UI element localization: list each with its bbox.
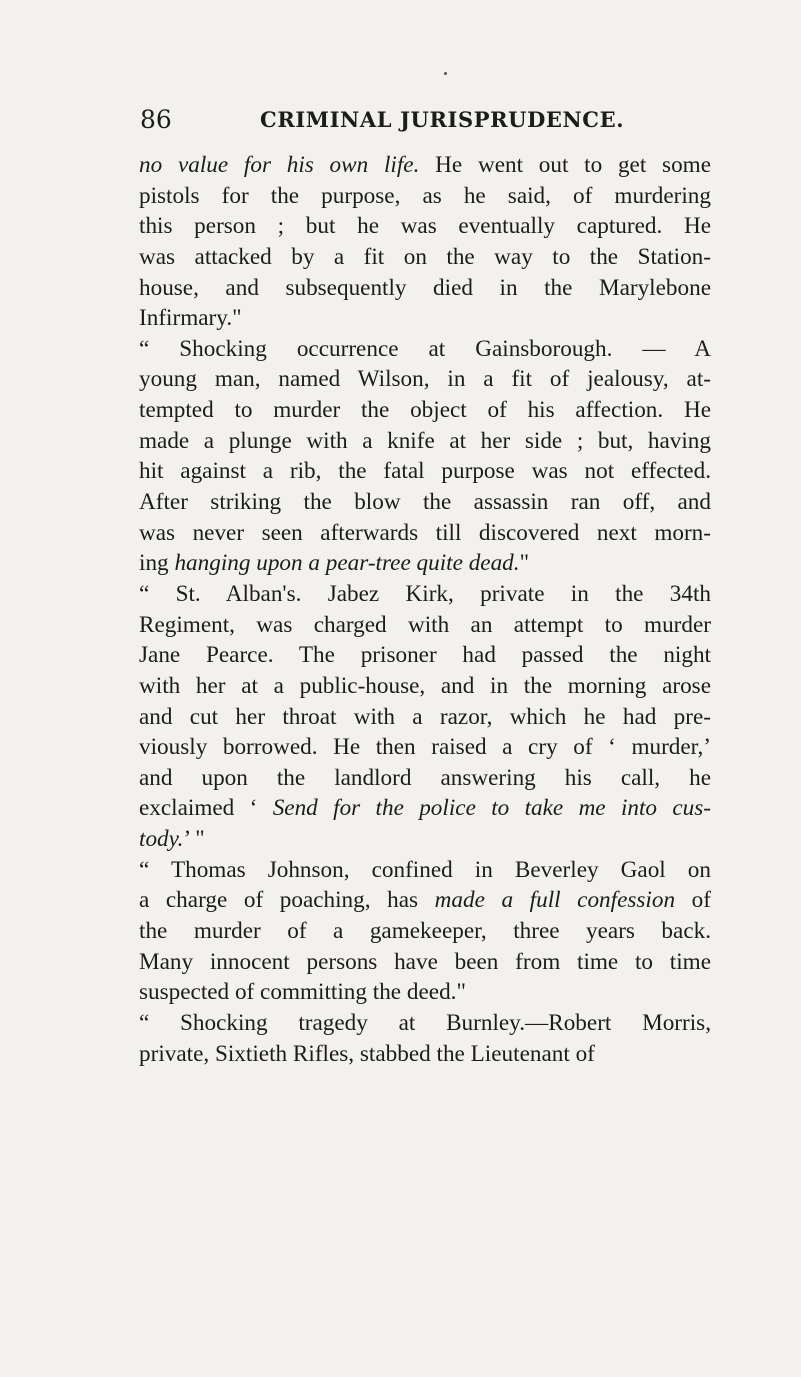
italic-text: no value for his own life. [139,152,420,178]
text-run: After striking the blow the assassin ran off, and [139,489,711,516]
text-line [139,395,711,426]
text-line [139,671,711,702]
text-run: viously borrowed. He then raised a cry of ‘ murder,’ [139,734,711,761]
text-run: Jane Pearce. The prisoner had passed the night [139,642,711,669]
text-line [139,150,711,181]
text-line [139,426,711,457]
text-line [139,518,711,549]
text-run: He went out to get some [419,152,711,178]
text-run: Many innocent persons have been from time to time [139,948,711,975]
text-run: " [519,550,530,577]
text-line [139,548,711,579]
page-number: 86 [140,105,172,134]
text-run: of [675,887,711,914]
text-line [139,916,711,947]
text-line [139,702,711,733]
text-line [139,211,711,242]
text-line [139,947,711,978]
text-line [139,181,711,212]
text-run: exclaimed ‘ [139,795,273,822]
text-line [139,977,711,1008]
text-line [139,1039,711,1070]
italic-text: Send for the police to take me into cus- [272,795,712,822]
text-run: “ Thomas Johnson, confined in Beverley Gaol on [139,856,711,883]
text-run: and upon the landlord answering his call, he [139,764,711,791]
text-run: and cut her throat with a razor, which he had pre- [139,703,711,730]
text-line [139,334,711,365]
text-run: pistols for the purpose, as he said, of murdering [139,182,711,209]
text-line [139,242,711,273]
text-run: “ Shocking occurrence at Gainsborough. — A [139,335,711,362]
text-line [139,1008,711,1039]
text-run: this person ; but he was eventually captured. He [139,213,711,240]
text-line [139,610,711,641]
text-run: young man, named Wilson, in a fit of jealousy, at- [139,366,711,393]
text-line [139,732,711,763]
text-line [139,640,711,671]
text-line [139,303,711,334]
text-run: Regiment, was charged with an attempt to murder [139,611,711,638]
text-line [139,579,711,610]
text-run: with her at a public-house, and in the morning arose [139,672,711,699]
ink-speck [444,72,447,75]
text-run: was attacked by a fit on the way to the Station- [139,243,711,270]
text-run: “ St. Alban's. Jabez Kirk, private in the 34th [139,580,711,607]
text-run: ’ " [183,826,205,853]
italic-text: hanging upon a pear-tree quite dead. [174,550,520,577]
text-run: suspected of committing the deed." [139,979,466,1006]
italic-text: tody. [139,826,184,853]
running-title: CRIMINAL JURISPRUDENCE. [260,107,625,132]
body-text [139,150,711,1069]
text-line [139,763,711,794]
text-run: Infirmary." [139,305,242,332]
text-line [139,824,711,855]
text-line [139,273,711,304]
text-run: private, Sixtieth Rifles, stabbed the Lieutenant of [139,1040,595,1067]
text-run: made a plunge with a knife at her side ; but, having [139,427,711,454]
text-line [139,855,711,886]
text-run: the murder of a gamekeeper, three years back. [139,918,711,945]
text-run: “ Shocking tragedy at Burnley.—Robert Morris, [139,1009,711,1036]
text-run: house, and subsequently died in the Marylebone [139,274,711,301]
text-line [139,885,711,916]
italic-text: made a full confession [434,887,676,914]
text-run: hit against a rib, the fatal purpose was not effected. [139,458,711,485]
text-run: a charge of poaching, has [139,887,435,914]
text-run: tempted to murder the object of his affection. He [139,397,711,424]
text-run: ing [139,550,175,577]
text-line [139,793,711,824]
running-head [140,103,680,137]
text-run: was never seen afterwards till discovered next morn- [139,519,711,546]
text-line [139,364,711,395]
text-line [139,487,711,518]
text-line [139,456,711,487]
